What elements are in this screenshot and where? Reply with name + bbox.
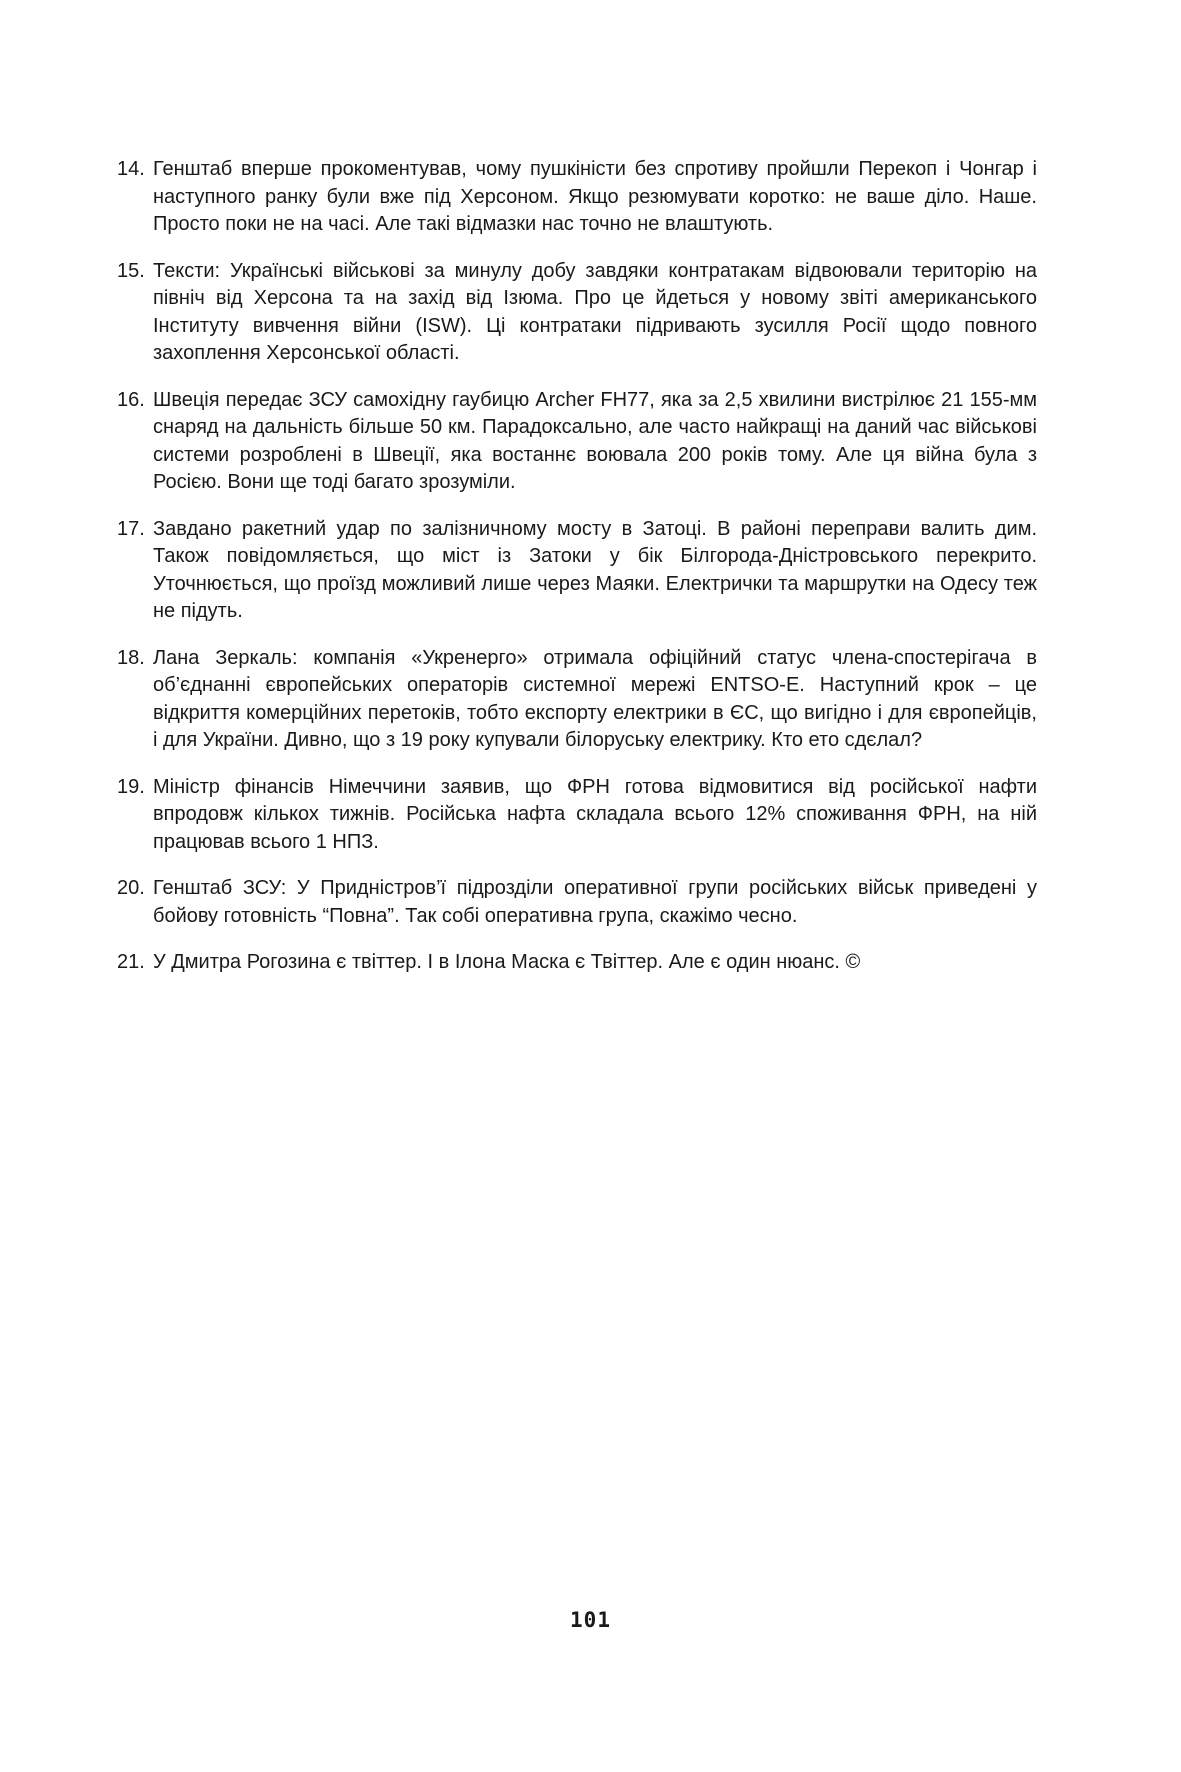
- list-item-17: [117, 516, 1037, 626]
- list-item-18: [117, 645, 1037, 755]
- item-text: Тексти: Українські військові за минулу добу завдяки контратакам відвоювали територію на північ від Херсона та на захід від Ізюма. Про це йдеться у новому звіті американського Інституту вивчення війни (ISW). Ці контратаки підривають зусилля Росії щодо повного захоплення Херсонської області.: [153, 259, 1037, 364]
- item-text: Генштаб вперше прокоментував, чому пушкіністи без спротиву пройшли Перекоп і Чонгар і наступного ранку були вже під Херсоном. Якщо резюмувати коротко: не ваше діло. Наше. Просто поки не на часі. Але такі відмазки нас точно не влаштують.: [153, 158, 1037, 235]
- item-text: Завдано ракетний удар по залізничному мосту в Затоці. В районі переправи валить дим. Також повідомляється, що міст із Затоки у бік Білгорода-Дністровського перекрито. Уточнюється, що проїзд можливий лише через Маяки. Електрички та маршрутки на Одесу теж не підуть.: [153, 517, 1037, 622]
- item-text: Швеція передає ЗСУ самохідну гаубицю Archer FH77, яка за 2,5 хвилини вистрілює 21 155-мм снаряд на дальність більше 50 км. Парадоксально, але часто найкращі на даний час військові системи розроблені в Швеції, яка востаннє воювала 200 років тому. Але ця війна була з Росією. Вони ще тоді багато зрозуміли.: [153, 388, 1037, 493]
- item-number: 21.: [117, 951, 145, 973]
- item-text: Генштаб ЗСУ: У Придністров’ї підрозділи оперативної групи російських військ приведені у бойову готовність “Повна”. Так собі оперативна група, скажімо чесно.: [153, 877, 1037, 927]
- list-item-19: [117, 774, 1037, 857]
- item-number: 16.: [117, 388, 145, 411]
- numbered-list: [117, 156, 1037, 996]
- list-item-21: [117, 949, 1037, 977]
- item-number: 20.: [117, 877, 145, 899]
- item-text: У Дмитра Рогозина є твіттер. І в Ілона Маска є Твіттер. Але є один нюанс. ©: [153, 951, 861, 973]
- item-number: 18.: [117, 646, 145, 669]
- item-number: 15.: [117, 259, 145, 282]
- item-number: 17.: [117, 517, 145, 540]
- item-text: Лана Зеркаль: компанія «Укренерго» отримала офіційний статус члена-спостерігача в об’єднанні європейських операторів системної мережі ENTSO-E. Наступний крок – це відкриття комерційних перетоків, тобто експорту електрики в ЄС, що вигідно і для європейців, і для України. Дивно, що з 19 року купували білоруську електрику. Кто ето сдєлал?: [153, 646, 1037, 751]
- item-text: Міністр фінансів Німеччини заявив, що ФРН готова відмовитися від російської нафти впродовж кількох тижнів. Російська нафта складала всього 12% споживання ФРН, на ній працював всього 1 НПЗ.: [153, 775, 1037, 853]
- list-item-20: [117, 875, 1037, 930]
- list-item-16: [117, 387, 1037, 497]
- page-number: 101: [570, 1608, 611, 1632]
- item-number: 19.: [117, 775, 145, 798]
- list-item-14: [117, 156, 1037, 239]
- item-number: 14.: [117, 158, 145, 180]
- list-item-15: [117, 258, 1037, 368]
